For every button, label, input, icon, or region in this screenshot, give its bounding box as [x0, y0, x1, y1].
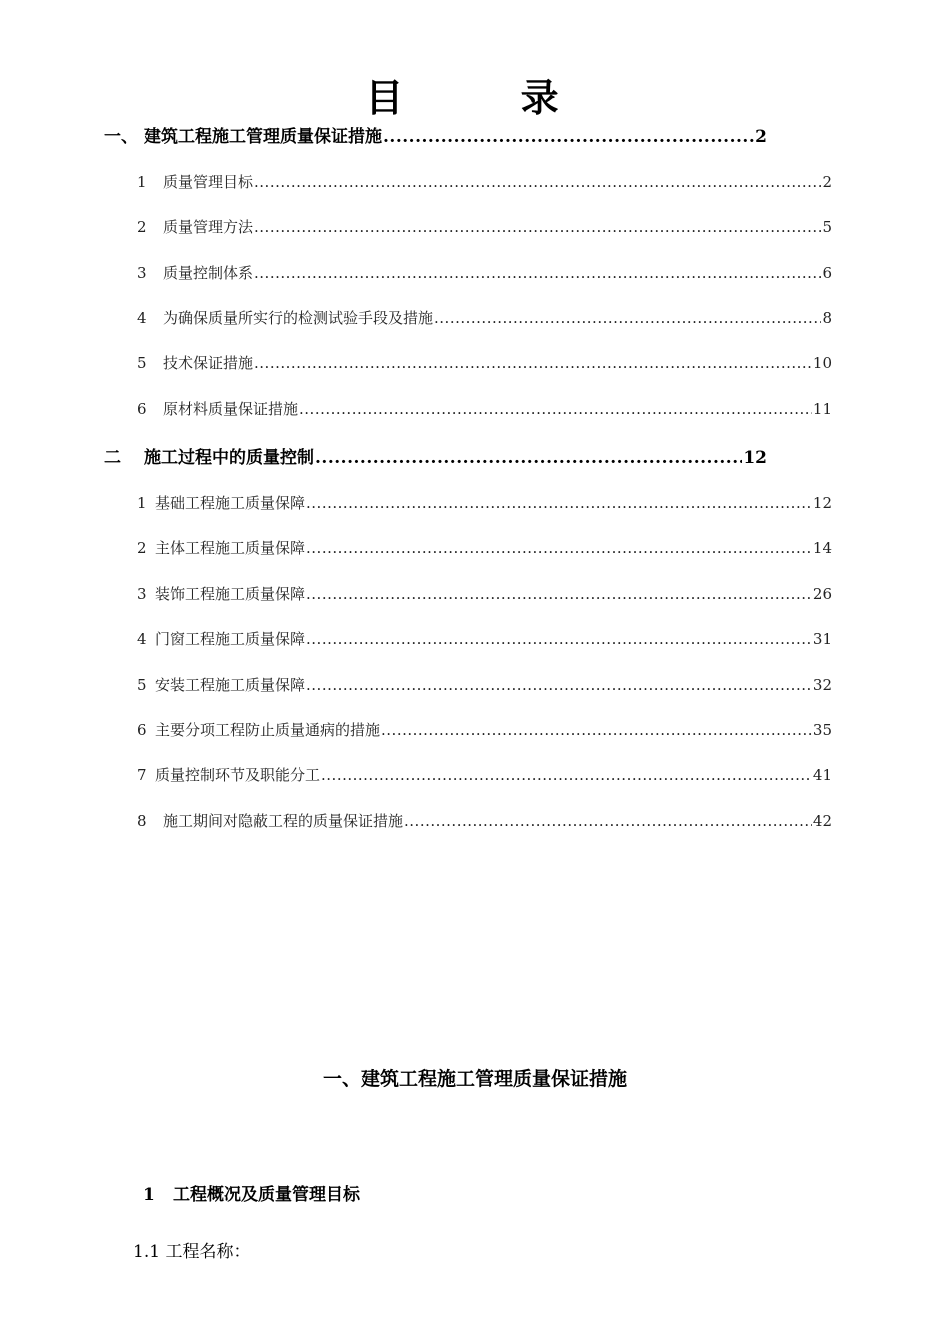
toc-leader-dots — [306, 585, 812, 603]
toc-item-1-1[interactable] — [137, 171, 832, 192]
toc-leader-dots — [321, 766, 812, 784]
toc-item-label: 安装工程施工质量保障 — [155, 676, 306, 694]
toc-item-label: 质量控制环节及职能分工 — [155, 766, 321, 784]
toc-section-number: 二 — [104, 448, 121, 468]
toc-leader-dots — [306, 630, 812, 648]
toc-leader-dots — [254, 173, 821, 191]
toc-item-label: 技术保证措施 — [163, 354, 254, 372]
toc-item-number: 1 — [137, 494, 147, 512]
toc-leader-dots — [306, 676, 812, 694]
toc-item-1-4[interactable] — [137, 307, 832, 328]
toc-page-number: 12 — [812, 494, 832, 512]
toc-item-number: 5 — [137, 676, 147, 694]
toc-item-label: 主要分项工程防止质量通病的措施 — [155, 721, 381, 739]
toc-item-2-4[interactable] — [137, 628, 832, 649]
toc-leader-dots — [383, 127, 754, 147]
toc-page-number: 42 — [812, 812, 832, 830]
toc-item-number: 4 — [137, 309, 147, 327]
toc-leader-dots — [254, 264, 821, 282]
toc-item-number: 5 — [137, 354, 147, 372]
toc-item-label: 主体工程施工质量保障 — [155, 539, 306, 557]
toc-leader-dots — [434, 309, 821, 327]
toc-page-number: 11 — [812, 400, 832, 418]
toc-item-label: 装饰工程施工质量保障 — [155, 585, 306, 603]
toc-page-number: 12 — [743, 448, 767, 468]
toc-item-1-2[interactable] — [137, 216, 832, 237]
toc-leader-dots — [254, 354, 812, 372]
toc-item-label: 基础工程施工质量保障 — [155, 494, 306, 512]
toc-page-number: 32 — [812, 676, 832, 694]
toc-section-number: 一、 — [104, 127, 138, 147]
subsection-heading — [143, 1180, 360, 1205]
toc-title: 目 录 — [365, 75, 611, 120]
toc-section-label: 施工过程中的质量控制 — [144, 448, 314, 468]
toc-item-number: 4 — [137, 630, 147, 648]
toc-leader-dots — [404, 812, 812, 830]
toc-leader-dots — [254, 218, 821, 236]
toc-leader-dots — [306, 539, 812, 557]
toc-item-2-1[interactable] — [137, 492, 832, 513]
subsection-number: 1 — [143, 1185, 155, 1205]
toc-item-label: 原材料质量保证措施 — [163, 400, 299, 418]
section-heading: 一、建筑工程施工管理质量保证措施 — [322, 1068, 627, 1090]
subsection-title: 工程概况及质量管理目标 — [173, 1185, 360, 1205]
toc-item-label: 质量控制体系 — [163, 264, 254, 282]
toc-page-number: 2 — [755, 127, 767, 147]
toc-item-label: 质量管理方法 — [163, 218, 254, 236]
toc-page-number: 26 — [812, 585, 832, 603]
toc-item-number: 6 — [137, 721, 147, 739]
toc-item-2-5[interactable] — [137, 674, 832, 695]
toc-item-number: 1 — [137, 173, 147, 191]
toc-item-number: 2 — [137, 539, 147, 557]
toc-item-number: 7 — [137, 766, 147, 784]
toc-leader-dots — [299, 400, 812, 418]
toc-page-number: 41 — [812, 766, 832, 784]
toc-page-number: 35 — [812, 721, 832, 739]
toc-section-2[interactable] — [104, 443, 767, 468]
toc-item-2-7[interactable] — [137, 764, 832, 785]
toc-leader-dots — [381, 721, 812, 739]
toc-item-label: 门窗工程施工质量保障 — [155, 630, 306, 648]
toc-item-number: 3 — [137, 264, 147, 282]
toc-leader-dots — [315, 448, 742, 468]
toc-item-1-3[interactable] — [137, 262, 832, 283]
toc-page-number: 5 — [822, 218, 832, 236]
toc-item-label: 质量管理目标 — [163, 173, 254, 191]
toc-item-1-6[interactable] — [137, 398, 832, 419]
toc-leader-dots — [306, 494, 812, 512]
toc-section-label: 建筑工程施工管理质量保证措施 — [144, 127, 382, 147]
toc-item-number: 3 — [137, 585, 147, 603]
toc-page-number: 8 — [822, 309, 832, 327]
toc-item-2-3[interactable] — [137, 583, 832, 604]
toc-item-number: 6 — [137, 400, 147, 418]
toc-item-number: 8 — [137, 812, 147, 830]
toc-section-1[interactable] — [104, 122, 767, 147]
toc-item-label: 施工期间对隐蔽工程的质量保证措施 — [163, 812, 404, 830]
toc-page-number: 14 — [812, 539, 832, 557]
toc-page-number: 31 — [812, 630, 832, 648]
toc-item-1-5[interactable] — [137, 352, 832, 373]
toc-item-2-6[interactable] — [137, 719, 832, 740]
toc-item-label: 为确保质量所实行的检测试验手段及措施 — [163, 309, 434, 327]
toc-item-2-8[interactable] — [137, 810, 832, 831]
toc-page-number: 10 — [812, 354, 832, 372]
toc-item-number: 2 — [137, 218, 147, 236]
toc-page-number: 2 — [822, 173, 832, 191]
toc-page-number: 6 — [822, 264, 832, 282]
paragraph-label: 1.1 工程名称： — [133, 1242, 251, 1262]
toc-item-2-2[interactable] — [137, 537, 832, 558]
